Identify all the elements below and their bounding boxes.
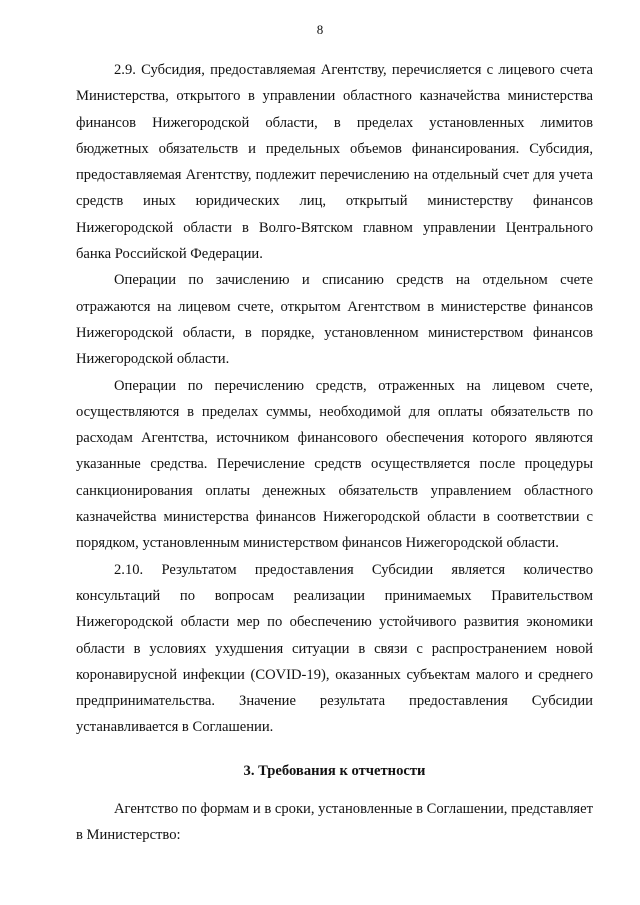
paragraph-2-9: 2.9. Субсидия, предоставляемая Агентству, перечисляется с лицевого счета Министерства, открытого в управлении областного казначейства министерства финансов Нижегородской области, в пределах установленных лимитов бюджетных обязательств и предельных объемов финансирования. Субсидия, предоставляемая Агентству, подлежит перечислению на отдельный счет для учета средств иных юридических лиц, открытый министерству финансов Нижегородской области в Волго-Вятском главном управлении Центрального банка Российской Федерации. — [76, 62, 593, 263]
paragraph-2-10: 2.10. Результатом предоставления Субсидии является количество консультаций по вопросам реализации принимаемых Правительством Нижегородской области мер по обеспечению устойчивого развития экономики области в условиях ухудшения ситуации в связи с распространением новой коронавирусной инфекции (COVID-19), оказанных субъектам малого и среднего предпринимательства. Значение результата предоставления Субсидии устанавливается в Соглашении. — [76, 561, 593, 736]
section-3-heading: 3. Требования к отчетности — [243, 762, 426, 779]
paragraph-account-operations: Операции по зачислению и списанию средств на отдельном счете отражаются на лицевом счете, открытом Агентством в министерстве финансов Нижегородской области, в порядке, установленном министерством финансов Нижегородской области. — [76, 272, 593, 368]
document-body — [76, 57, 593, 848]
section-3-intro: Агентство по формам и в сроки, установленные в Соглашении, представляет в Министерство: — [76, 800, 593, 844]
page-number: 8 — [316, 22, 324, 37]
paragraph-transfer-operations: Операции по перечислению средств, отраженных на лицевом счете, осуществляются в пределах суммы, необходимой для оплаты обязательств по расходам Агентства, источником финансового обеспечения которого являются указанные средства. Перечисление средств осуществляется после процедуры санкционирования оплаты денежных обязательств управлением областного казначейства министерства финансов Нижегородской области в соответствии с порядком, установленным министерством финансов Нижегородской области. — [76, 377, 593, 552]
